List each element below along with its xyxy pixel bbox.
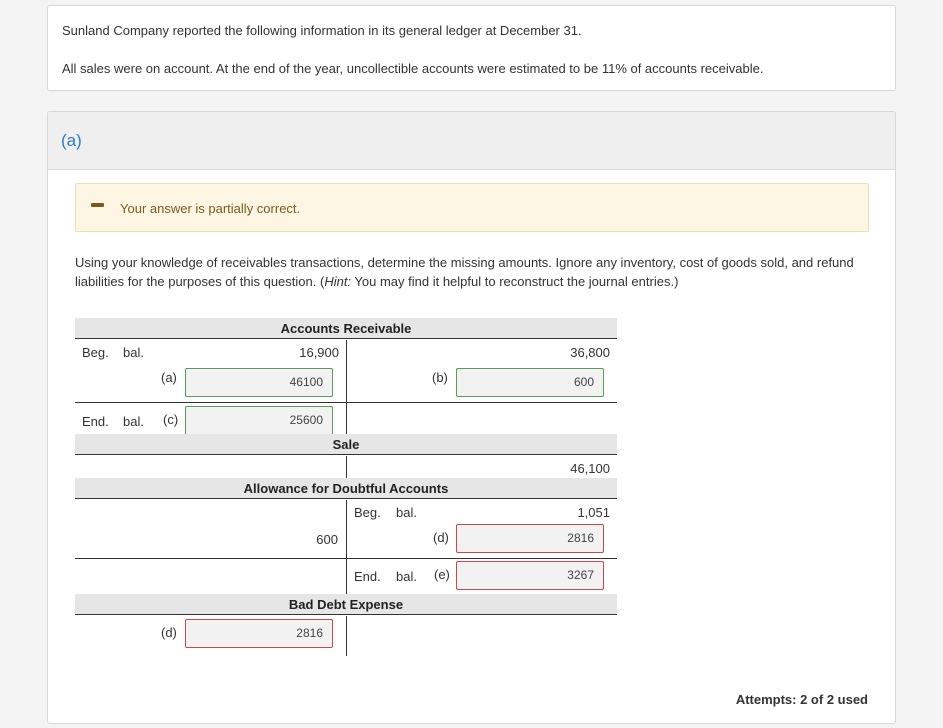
- allowance-d-label: (d): [433, 530, 449, 545]
- ar-b-label: (b): [432, 370, 448, 385]
- ar-end-bal-label: bal.: [123, 414, 144, 429]
- t-accounts: [75, 318, 617, 658]
- intro-line-2: All sales were on account. At the end of the year, uncollectible accounts were estimated to be 11% of accounts receivable.: [62, 61, 764, 76]
- sale-credit: 46,100: [570, 461, 610, 476]
- instructions-hint-label: Hint:: [324, 274, 352, 289]
- allowance-bal-label: bal.: [396, 505, 417, 520]
- ar-end-label: End.: [82, 414, 109, 429]
- ar-beg-label: Beg.: [82, 345, 109, 360]
- intro-line-1: Sunland Company reported the following information in its general ledger at December 31.: [62, 23, 582, 38]
- ar-a-label: (a): [161, 370, 177, 385]
- part-label[interactable]: (a): [61, 131, 82, 150]
- allowance-title: Allowance for Doubtful Accounts: [75, 478, 617, 499]
- bad-debt-title: Bad Debt Expense: [75, 594, 617, 615]
- allowance-debit: 600: [316, 532, 338, 547]
- feedback-banner: [75, 183, 869, 232]
- instructions-hint-text: You may find it helpful to reconstruct the journal entries.): [351, 274, 679, 289]
- allowance-end-label: End.: [354, 569, 381, 584]
- ar-divider: [346, 340, 347, 434]
- ar-beg-balance: 16,900: [299, 345, 339, 360]
- accounts-receivable-title: Accounts Receivable: [75, 318, 617, 339]
- feedback-message: Your answer is partially correct.: [120, 201, 301, 216]
- allowance-end-bal-label: bal.: [396, 569, 417, 584]
- allowance-beg-balance: 1,051: [577, 505, 610, 520]
- sale-title: Sale: [75, 434, 617, 455]
- part-header[interactable]: [48, 112, 895, 170]
- bad-debt-d-label: (d): [161, 625, 177, 640]
- ar-credit-amount: 36,800: [570, 345, 610, 360]
- ar-total-line: [75, 402, 617, 403]
- bad-debt-divider: [346, 616, 347, 656]
- sale-divider: [346, 456, 347, 478]
- bad-debt-d-input[interactable]: 2816: [185, 619, 333, 648]
- allowance-beg-label: Beg.: [354, 505, 381, 520]
- ar-b-input[interactable]: 600: [456, 368, 604, 397]
- problem-intro-card: [47, 5, 896, 91]
- ar-a-input[interactable]: 46100: [185, 368, 333, 397]
- ar-c-label: (c): [163, 412, 179, 427]
- instructions-main: Using your knowledge of receivables transactions, determine the missing amounts. Ignore any inventory, cost of goods sold, and refund liabilities for the purposes of this question. (: [75, 255, 854, 289]
- ar-c-input[interactable]: 25600: [185, 406, 333, 435]
- part-a-card: [47, 111, 896, 724]
- allowance-total-line: [75, 558, 617, 559]
- instructions-text: [75, 253, 875, 291]
- ar-bal-label: bal.: [123, 345, 144, 360]
- partial-correct-icon: [91, 203, 104, 207]
- allowance-d-input[interactable]: 2816: [456, 524, 604, 553]
- attempts-counter: Attempts: 2 of 2 used: [735, 692, 868, 707]
- allowance-divider: [346, 500, 347, 596]
- allowance-e-label: (e): [434, 567, 450, 582]
- allowance-e-input[interactable]: 3267: [456, 561, 604, 590]
